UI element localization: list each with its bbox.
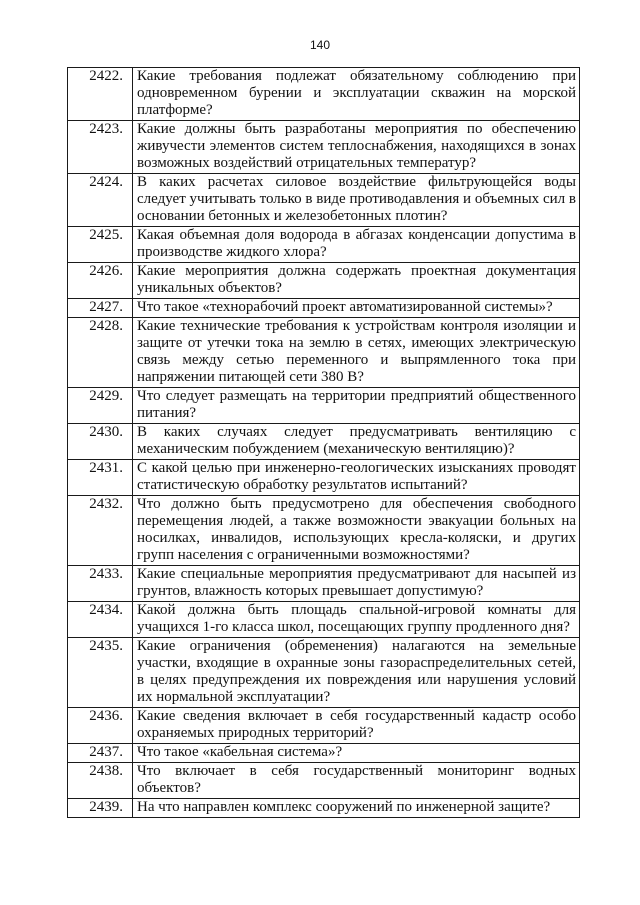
question-row	[68, 227, 580, 263]
questions-table	[67, 67, 580, 818]
question-text: Какие ограничения (обременения) налагаются на земельные участки, входящие в охранные зоны газораспределительных сетей, в целях предупреждения их повреждения или нарушения условий их нормальной эксплуатации?	[133, 638, 580, 708]
question-row	[68, 799, 580, 818]
question-row	[68, 424, 580, 460]
question-number: 2433.	[68, 566, 133, 602]
question-row	[68, 496, 580, 566]
question-number: 2425.	[68, 227, 133, 263]
question-number: 2432.	[68, 496, 133, 566]
question-number: 2429.	[68, 388, 133, 424]
question-number: 2426.	[68, 263, 133, 299]
question-text: Какие технические требования к устройствам контроля изоляции и защите от утечки тока на землю в сетях, имеющих электрическую связь между сетью переменного и выпрямленного тока при напряжении питающей сети 380 В?	[133, 318, 580, 388]
question-text: В каких случаях следует предусматривать вентиляцию с механическим побуждением (механическую вентиляцию)?	[133, 424, 580, 460]
question-row	[68, 763, 580, 799]
question-row	[68, 602, 580, 638]
page-number: 140	[309, 38, 331, 52]
question-text: На что направлен комплекс сооружений по инженерной защите?	[133, 799, 580, 818]
question-row	[68, 708, 580, 744]
question-text: Какие требования подлежат обязательному соблюдению при одновременном бурении и эксплуатации скважин на морской платформе?	[133, 68, 580, 121]
question-text: Что включает в себя государственный мониторинг водных объектов?	[133, 763, 580, 799]
question-number: 2430.	[68, 424, 133, 460]
question-number: 2439.	[68, 799, 133, 818]
question-row	[68, 121, 580, 174]
question-number: 2424.	[68, 174, 133, 227]
question-row	[68, 68, 580, 121]
question-text: В каких расчетах силовое воздействие фильтрующейся воды следует учитывать только в виде противодавления и объемных сил в основании бетонных и железобетонных плотин?	[133, 174, 580, 227]
question-number: 2436.	[68, 708, 133, 744]
question-text: Какой должна быть площадь спальной-игровой комнаты для учащихся 1-го класса школ, посещающих группу продленного дня?	[133, 602, 580, 638]
question-text: Какие специальные мероприятия предусматривают для насыпей из грунтов, влажность которых превышает допустимую?	[133, 566, 580, 602]
question-number: 2437.	[68, 744, 133, 763]
question-number: 2422.	[68, 68, 133, 121]
question-row	[68, 460, 580, 496]
question-row	[68, 299, 580, 318]
question-text: Какие должны быть разработаны мероприятия по обеспечению живучести элементов систем теплоснабжения, находящихся в зонах возможных воздействий отрицательных температур?	[133, 121, 580, 174]
question-row	[68, 638, 580, 708]
question-text: Что такое «кабельная система»?	[133, 744, 580, 763]
question-text: Какие сведения включает в себя государственный кадастр особо охраняемых природных территорий?	[133, 708, 580, 744]
question-row	[68, 263, 580, 299]
question-text: Что должно быть предусмотрено для обеспечения свободного перемещения людей, а также возможности эвакуации больных на носилках, инвалидов, использующих кресла-коляски, и других групп населения с ограниченными возможностями?	[133, 496, 580, 566]
question-row	[68, 566, 580, 602]
question-text: Какая объемная доля водорода в абгазах конденсации допустима в производстве жидкого хлора?	[133, 227, 580, 263]
question-number: 2427.	[68, 299, 133, 318]
question-number: 2434.	[68, 602, 133, 638]
question-row	[68, 318, 580, 388]
question-number: 2438.	[68, 763, 133, 799]
question-row	[68, 744, 580, 763]
question-number: 2423.	[68, 121, 133, 174]
question-row	[68, 174, 580, 227]
question-number: 2435.	[68, 638, 133, 708]
question-text: С какой целью при инженерно-геологических изысканиях проводят статистическую обработку результатов испытаний?	[133, 460, 580, 496]
question-text: Какие мероприятия должна содержать проектная документация уникальных объектов?	[133, 263, 580, 299]
question-number: 2431.	[68, 460, 133, 496]
question-row	[68, 388, 580, 424]
questions-table-body	[68, 68, 580, 818]
question-text: Что следует размещать на территории предприятий общественного питания?	[133, 388, 580, 424]
question-text: Что такое «технорабочий проект автоматизированной системы»?	[133, 299, 580, 318]
question-number: 2428.	[68, 318, 133, 388]
